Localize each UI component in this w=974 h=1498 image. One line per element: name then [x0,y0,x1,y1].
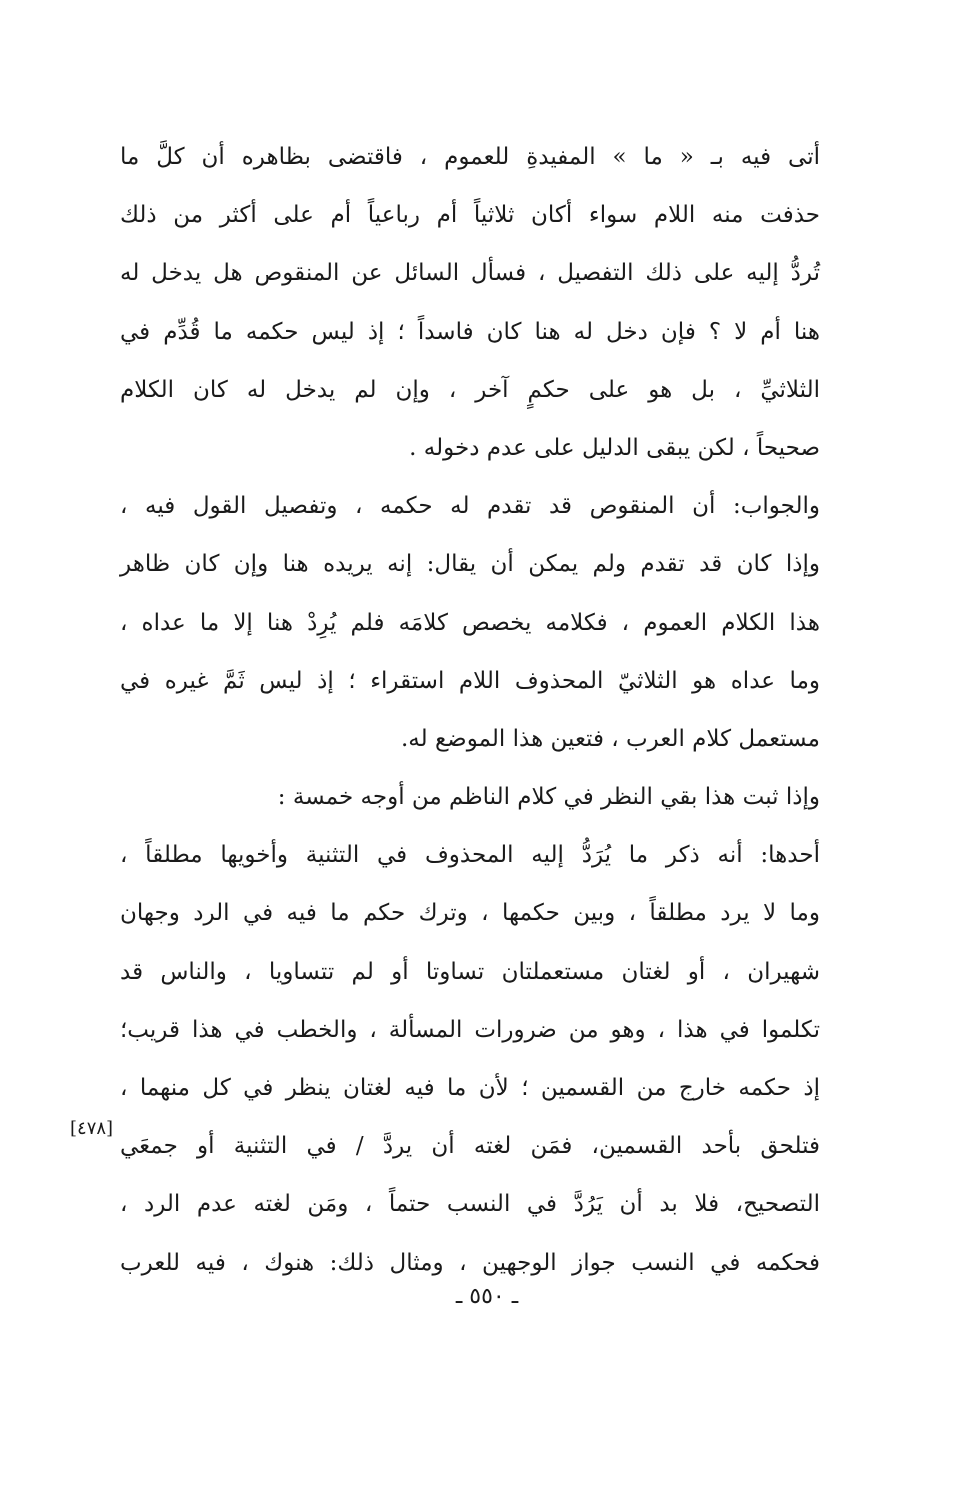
text-line: وإذا ثبت هذا بقي النظر في كلام الناظم من أوجه خمسة : [277,784,820,811]
text-line: مستعمل كلام العرب ، فتعين هذا الموضع له. [400,725,820,752]
text-line: صحيحاً ، لكن يبقى الدليل على عدم دخوله . [409,434,820,461]
text-line: إذ حكمه خارج من القسمين ؛ لأن ما فيه لغتان ينظر في كل منهما ، [120,1075,820,1101]
text-line: هنا أم لا ؟ فإن دخل له هنا كان فاسداً ؛ إذ ليس حكمه ما قُدِّم في [120,318,820,345]
text-line: هذا الكلام العموم ، فكلامه يخصص كلامَه فلم يُرِدْ هنا إلا ما عداه ، [120,609,820,636]
text-line: والجواب: أن المنقوص قد تقدم له حكمه ، وتفصيل القول فيه ، [120,493,820,520]
text-line: وما عداه هو الثلاثيّ المحذوف اللام استقراء ؛ إذ ليس ثَمَّ غيره في [120,667,820,694]
text-line: أحدها: أنه ذكر ما يُرَدُّ إليه المحذوف في التثنية وأخويها مطلقاً ، [120,842,820,869]
text-line: أتى فيه بـ « ما » المفيدةِ للعموم ، فاقتضى بظاهره أن كلَّ ما [120,144,820,170]
text-line: شهيران ، أو لغتان مستعملتان تساوتا أو لم تتساويا ، والناس قد [120,958,820,985]
manuscript-folio-reference: [٤٧٨] [70,1118,114,1139]
text-line: تُردُّ إليه على ذلك التفصيل ، فسأل السائل عن المنقوص هل يدخل له [120,260,820,287]
text-line: وإذا كان قد تقدم ولم يمكن أن يقال: إنه يريده هنا وإن كان ظاهر [120,551,820,578]
text-line: تكلموا في هذا ، وهو من ضرورات المسألة ، والخطب في هذا قريب؛ [120,1016,820,1043]
text-line: فحكمه في النسب جواز الوجهين ، ومثال ذلك: هنوك ، فيه للعرب [120,1249,820,1276]
text-line: الثلاثيِّ ، بل هو على حكمٍ آخر ، وإن لم يدخل له كان الكلام [120,376,820,403]
body-text [120,128,820,1292]
text-line: التصحيح، فلا بد أن يَرُدَّ في النسب حتماً ، ومَن لغته عدم الرد ، [120,1191,820,1218]
page-number: ـ ٥٥٠ ـ [455,1284,519,1309]
text-line: وما لا يرد مطلقاً ، وبين حكمها ، وترك حكم ما فيه في الرد وجهان [120,900,820,927]
text-line: حذفت منه اللام سواء أكان ثلاثياً أم رباعياً أم على أكثر من ذلك [120,202,820,229]
text-line: فتلحق بأحد القسمين، فمَن لغته أن يردَّ / في التثنية أو جمعَي [120,1133,820,1160]
